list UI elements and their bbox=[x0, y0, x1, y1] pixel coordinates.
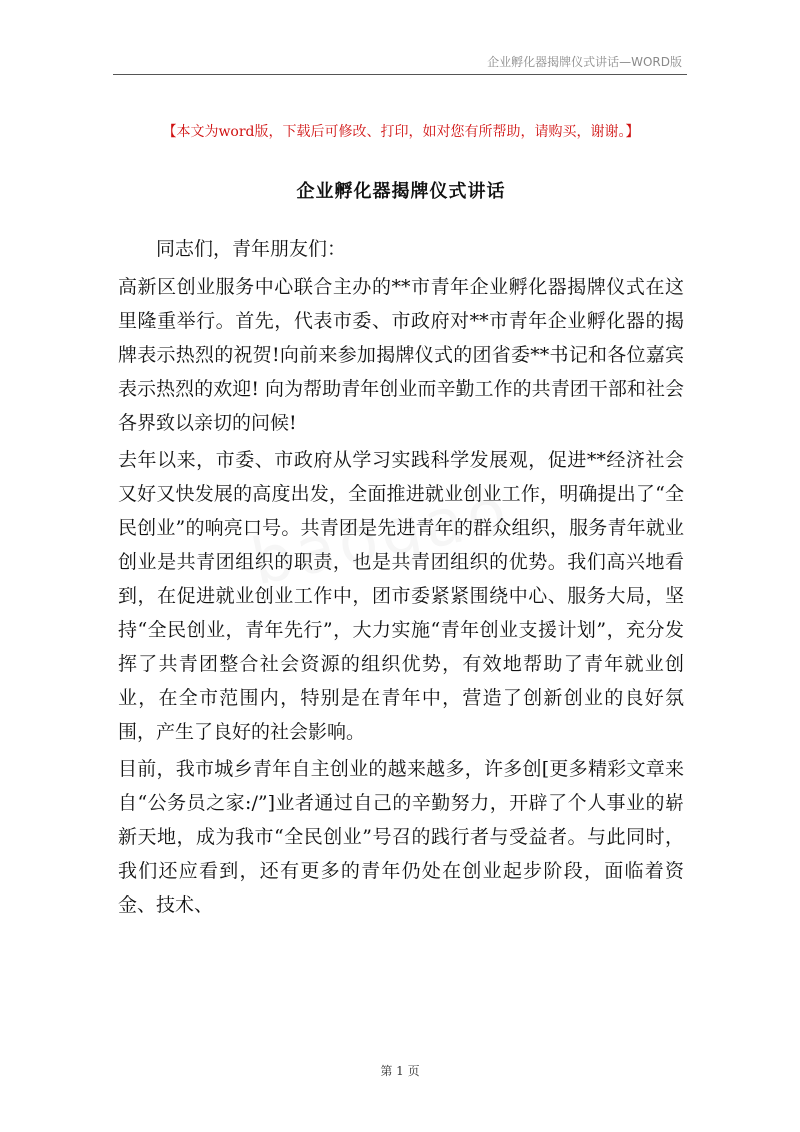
download-notice: 【本文为word版，下载后可修改、打印，如对您有所帮助，请购买，谢谢。】 bbox=[162, 124, 640, 140]
paragraph-3: 目前，我市城乡青年自主创业的越来越多，许多创[更多精彩文章来自“公务员之家:/”]业者通过自己的辛勤努力，开辟了个人事业的崭新天地，成为我市“全民创业”号召的践行者与受益者。与此同时，我们还应看到，还有更多的青年仍处在创业起步阶段，面临着资金、技术、 bbox=[118, 758, 684, 916]
greeting: 同志们，青年朋友们： bbox=[156, 238, 347, 260]
document-title: 企业孵化器揭牌仪式讲话 bbox=[296, 181, 506, 202]
paragraph-1: 高新区创业服务中心联合主办的**市青年企业孵化器揭牌仪式在这里隆重举行。首先，代表市委、市政府对**市青年企业孵化器的揭牌表示热烈的祝贺!向前来参加揭牌仪式的团省委**书记和各位嘉宾表示热烈的欢迎! 向为帮助青年创业而辛勤工作的共青团干部和社会各界致以亲切的问候! bbox=[118, 276, 684, 434]
header-divider bbox=[113, 74, 687, 75]
running-header: 企业孵化器揭牌仪式讲话—WORD版 bbox=[487, 55, 682, 69]
document-body bbox=[118, 232, 684, 925]
page-number: 第 1 页 bbox=[380, 1064, 420, 1078]
paragraph-2: 去年以来，市委、市政府从学习实践科学发展观，促进**经济社会又好又快发展的高度出发，全面推进就业创业工作，明确提出了“全民创业”的响亮口号。共青团是先进青年的群众组织，服务青年就业创业是共青团组织的职责，也是共青团组织的优势。我们高兴地看到，在促进就业创业工作中，团市委紧紧围绕中心、服务大局，坚持“全民创业，青年先行”，大力实施“青年创业支援计划”，充分发挥了共青团整合社会资源的组织优势，有效地帮助了青年就业创业，在全市范围内，特别是在青年中，营造了创新创业的良好氛围，产生了良好的社会影响。 bbox=[118, 449, 684, 743]
